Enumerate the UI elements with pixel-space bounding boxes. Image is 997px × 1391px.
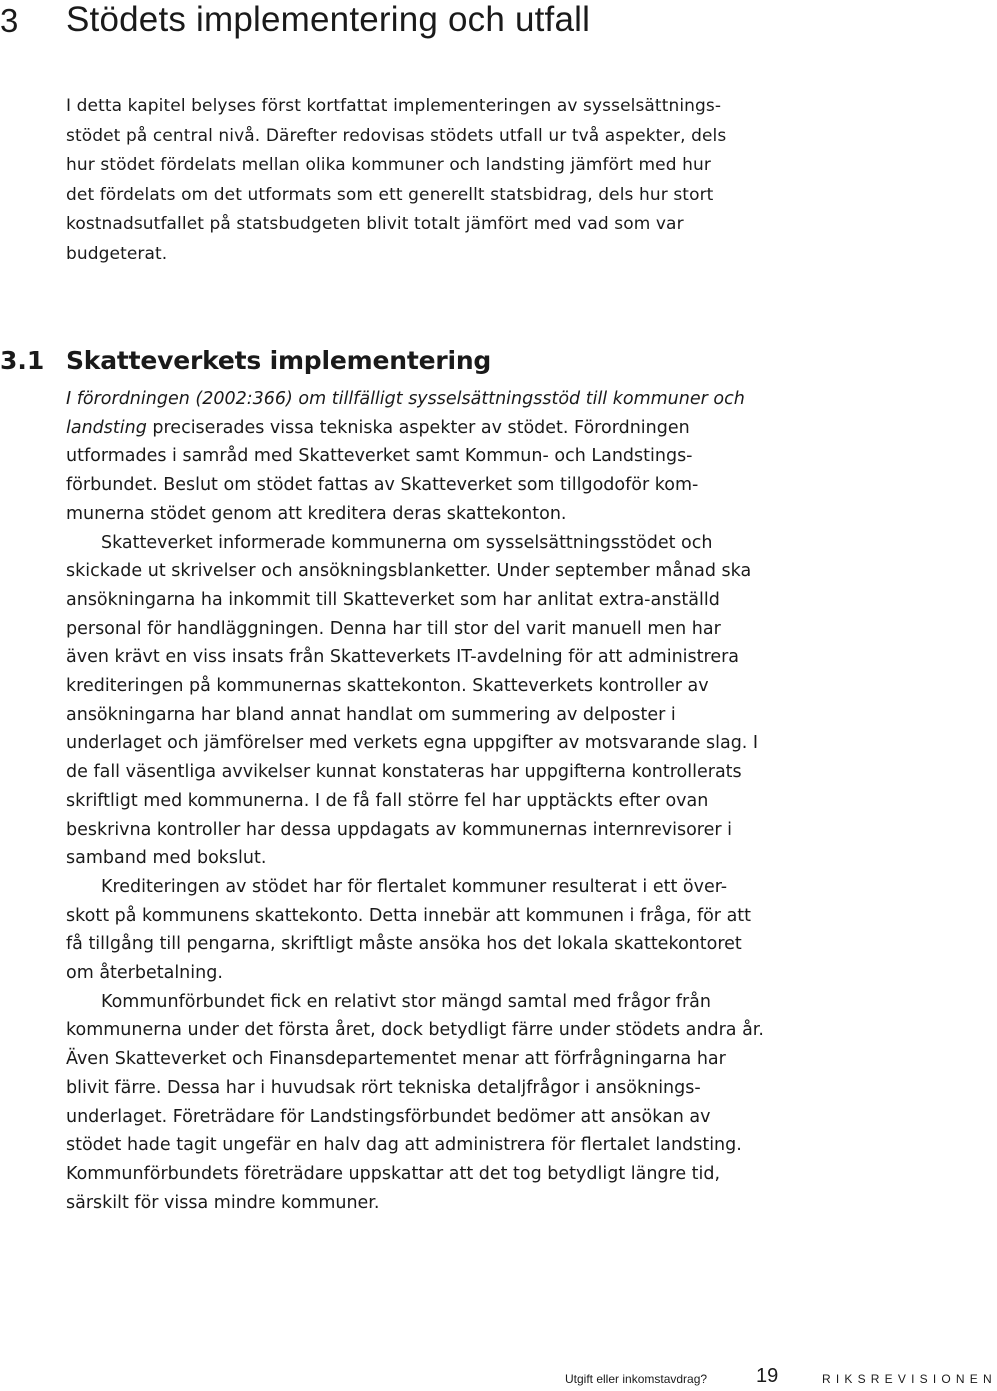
paragraph-3: Krediteringen av stödet har för flertalet kommuner resulterat i ett över-skott på kommunens skattekonto. Detta innebär att kommunen i fråga, för att få tillgång till pengarna, skriftligt måste ansöka hos det lokala skattekontoret om återbetalning. (66, 876, 752, 984)
section-body (66, 385, 766, 1217)
intro-line: stödet på central nivå. Därefter redovisas stödets utfall ur två aspekter, dels (66, 125, 727, 146)
footer-page-number: 19 (756, 1365, 779, 1387)
intro-line: kostnadsutfallet på statsbudgeten blivit totalt jämfört med vad som var (66, 214, 684, 234)
footer-publication-title: Utgift eller inkomstavdrag? (565, 1372, 708, 1386)
section-title: Skatteverkets implementering (66, 346, 492, 375)
chapter-number: 3 (0, 2, 19, 39)
intro-line: det fördelats om det utformats som ett generellt statsbidrag, dels hur stort (66, 184, 714, 205)
section-number: 3.1 (0, 346, 45, 375)
intro-line: I detta kapitel belyses först kortfattat implementeringen av sysselsättnings- (66, 96, 722, 116)
paragraph-4: Kommunförbundet fick en relativt stor mängd samtal med frågor från kommunerna under det första året, dock betydligt färre under stödets andra år. Även Skatteverket och Finansdepartementet menar att förfrågningarna har blivit färre. Dessa har i huvudsak rört tekniska detaljfrågor i ansöknings-underlaget. Företrädare för Landstingsförbundet bedömer att ansökan av stödet hade tagit ungefär en halv dag att administrera för flertalet landsting. Kommunförbundets företrädare uppskattar att det tog betydligt längre tid, särskilt för vissa mindre kommuner. (66, 991, 764, 1213)
intro-paragraph (66, 92, 766, 269)
chapter-title: Stödets implementering och utfall (66, 0, 591, 39)
intro-line: hur stödet fördelats mellan olika kommuner och landsting jämfört med hur (66, 155, 711, 175)
intro-line: budgeterat. (66, 243, 168, 264)
footer-brand-logo: RIKSREVISIONEN (822, 1372, 997, 1386)
paragraph-1-text: preciserades vissa tekniska aspekter av stödet. Förordningen utformades i samråd med Skatteverket samt Kommun- och Landstings-förbundet. Beslut om stödet fattas av Skatteverket som tillgodoför kom-munerna stödet genom att kreditera deras skattekonton. (66, 417, 699, 524)
paragraph-1 (66, 385, 766, 529)
paragraph-2: Skatteverket informerade kommunerna om sysselsättningsstödet och skickade ut skrivelser och ansökningsblanketter. Under september månad ska ansökningarna ha inkommit till Skatteverket som har anlitat extra-anställd personal för handläggningen. Denna har till stor del varit manuell men har även krävt en viss insats från Skatteverkets IT-avdelning för att administrera krediteringen på kommunernas skattekonton. Skatteverkets kontroller av ansökningarna har bland annat handlat om summering av delposter i underlaget och jämförelser med verkets egna uppgifter av motsvarande slag. I de fall väsentliga avvikelser kunnat konstateras har uppgifterna kontrollerats skriftligt med kommunerna. I de få fall större fel har upptäckts efter ovan beskrivna kontroller har dessa uppdagats av kommunernas internrevisorer i samband med bokslut. (66, 532, 759, 869)
regulation-citation: I förordningen (2002:366) om tillfälligt sysselsättningsstöd till kommuner och landsting (66, 389, 745, 438)
